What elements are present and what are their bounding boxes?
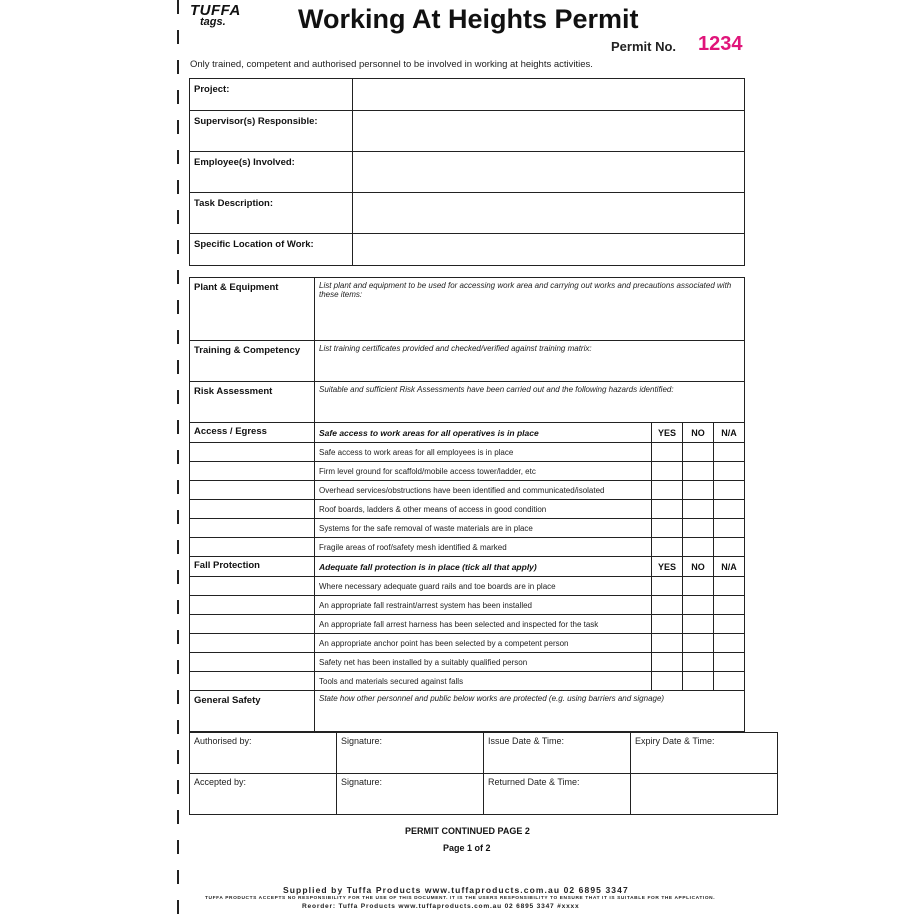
authorised-signature-field[interactable] [337, 733, 484, 774]
accepted-signature-field[interactable] [337, 774, 484, 815]
location-field[interactable] [353, 234, 745, 266]
access-yes-header: YES [651, 423, 682, 443]
access-spacer [190, 538, 315, 557]
fall-na-checkbox[interactable] [713, 672, 744, 691]
risk-field[interactable] [315, 382, 745, 423]
access-no-checkbox[interactable] [682, 462, 713, 481]
accepted-by-label: Accepted by: [194, 777, 247, 787]
fall-na-checkbox[interactable] [713, 596, 744, 615]
fall-na-checkbox[interactable] [713, 615, 744, 634]
perforation-line [177, 0, 179, 917]
signature-label: Signature: [341, 777, 383, 787]
access-spacer [190, 462, 315, 481]
fall-spacer [190, 634, 315, 653]
fall-item: An appropriate fall arrest harness has been selected and inspected for the task [315, 615, 652, 634]
fall-no-checkbox[interactable] [682, 672, 713, 691]
signature-label: Signature: [341, 736, 383, 746]
fall-item: Safety net has been installed by a suitably qualified person [315, 653, 652, 672]
expiry-date-label: Expiry Date & Time: [635, 736, 715, 746]
fall-item: An appropriate fall restraint/arrest system has been installed [315, 596, 652, 615]
returned-date-field[interactable] [484, 774, 631, 815]
fall-yes-checkbox[interactable] [651, 653, 682, 672]
supervisor-label: Supervisor(s) Responsible: [190, 111, 353, 152]
fall-spacer [190, 615, 315, 634]
access-na-checkbox[interactable] [713, 519, 744, 538]
access-no-checkbox[interactable] [682, 481, 713, 500]
fall-no-checkbox[interactable] [682, 634, 713, 653]
access-spacer [190, 500, 315, 519]
fall-na-checkbox[interactable] [713, 577, 744, 596]
access-no-checkbox[interactable] [682, 443, 713, 462]
fall-yes-checkbox[interactable] [651, 615, 682, 634]
access-na-checkbox[interactable] [713, 500, 744, 519]
project-field[interactable] [353, 79, 745, 111]
access-spacer [190, 519, 315, 538]
access-na-checkbox[interactable] [713, 481, 744, 500]
fall-heading: Adequate fall protection is in place (tick all that apply) [315, 557, 652, 577]
fall-yes-checkbox[interactable] [651, 577, 682, 596]
access-heading: Safe access to work areas for all operatives is in place [315, 423, 652, 443]
risk-label: Risk Assessment [190, 382, 315, 423]
general-safety-label: General Safety [190, 691, 315, 732]
risk-desc: Suitable and sufficient Risk Assessments have been carried out and the following hazards identified: [319, 385, 674, 394]
access-yes-checkbox[interactable] [651, 519, 682, 538]
access-na-header: N/A [713, 423, 744, 443]
access-item: Safe access to work areas for all employees is in place [315, 443, 652, 462]
plant-label: Plant & Equipment [190, 278, 315, 341]
permit-number-label: Permit No. [611, 39, 677, 54]
training-label: Training & Competency [190, 341, 315, 382]
access-yes-checkbox[interactable] [651, 462, 682, 481]
general-safety-desc: State how other personnel and public below works are protected (e.g. using barriers and signage) [319, 694, 665, 703]
fall-yes-checkbox[interactable] [651, 596, 682, 615]
issue-date-field[interactable] [484, 733, 631, 774]
expiry-date-field[interactable] [631, 733, 778, 774]
location-label: Specific Location of Work: [190, 234, 353, 266]
plant-field[interactable] [315, 278, 745, 341]
access-no-checkbox[interactable] [682, 500, 713, 519]
access-na-checkbox[interactable] [713, 443, 744, 462]
access-yes-checkbox[interactable] [651, 481, 682, 500]
fall-yes-checkbox[interactable] [651, 672, 682, 691]
authorised-by-field[interactable] [190, 733, 337, 774]
fall-no-header: NO [682, 557, 713, 577]
access-item: Overhead services/obstructions have been identified and communicated/isolated [315, 481, 652, 500]
fall-no-checkbox[interactable] [682, 615, 713, 634]
fall-item: Where necessary adequate guard rails and toe boards are in place [315, 577, 652, 596]
reorder-line: Reorder: Tuffa Products www.tuffaproducts.com.au 02 6895 3347 #xxxx [302, 903, 580, 910]
fall-no-checkbox[interactable] [682, 653, 713, 672]
fall-spacer [190, 596, 315, 615]
access-na-checkbox[interactable] [713, 462, 744, 481]
disclaimer-line: TUFFA PRODUCTS ACCEPTS NO RESPONSIBILITY FOR THE USE OF THIS DOCUMENT. IT IS THE USERS RESPONSIBILITY TO ENSURE THAT IT IS SUITABLE FOR THE APPLICATION. [205, 896, 716, 901]
fall-label: Fall Protection [190, 557, 315, 577]
page-title: Working At Heights Permit [298, 4, 639, 34]
supervisor-field[interactable] [353, 111, 745, 152]
signoff-table [189, 732, 778, 815]
training-field[interactable] [315, 341, 745, 382]
access-label: Access / Egress [190, 423, 315, 443]
access-spacer [190, 481, 315, 500]
fall-spacer [190, 653, 315, 672]
logo-tagline: tags. [200, 16, 226, 28]
details-table [189, 78, 745, 266]
blank-field[interactable] [631, 774, 778, 815]
access-no-checkbox[interactable] [682, 519, 713, 538]
access-spacer [190, 443, 315, 462]
access-item: Fragile areas of roof/safety mesh identified & marked [315, 538, 652, 557]
fall-item: Tools and materials secured against falls [315, 672, 652, 691]
task-description-label: Task Description: [190, 193, 353, 234]
plant-desc: List plant and equipment to be used for accessing work area and carrying out works and precautions associated with these items: [319, 281, 732, 299]
access-na-checkbox[interactable] [713, 538, 744, 557]
general-safety-field[interactable] [315, 691, 745, 732]
access-item: Systems for the safe removal of waste materials are in place [315, 519, 652, 538]
fall-no-checkbox[interactable] [682, 596, 713, 615]
access-yes-checkbox[interactable] [651, 443, 682, 462]
issue-date-label: Issue Date & Time: [488, 736, 565, 746]
page-number: Page 1 of 2 [443, 843, 491, 853]
fall-no-checkbox[interactable] [682, 577, 713, 596]
fall-spacer [190, 577, 315, 596]
access-yes-checkbox[interactable] [651, 538, 682, 557]
employees-label: Employee(s) Involved: [190, 152, 353, 193]
fall-item: An appropriate anchor point has been selected by a competent person [315, 634, 652, 653]
access-item: Firm level ground for scaffold/mobile access tower/ladder, etc [315, 462, 652, 481]
supplier-line: Supplied by Tuffa Products www.tuffaproducts.com.au 02 6895 3347 [283, 885, 629, 895]
logo-brand: TUFFA [190, 2, 241, 19]
fall-spacer [190, 672, 315, 691]
permit-number: 1234 [698, 33, 743, 55]
training-desc: List training certificates provided and checked/verified against training matrix: [319, 344, 592, 353]
fall-na-header: N/A [713, 557, 744, 577]
continued-text: PERMIT CONTINUED PAGE 2 [405, 826, 530, 836]
authorised-by-label: Authorised by: [194, 736, 252, 746]
fall-yes-header: YES [651, 557, 682, 577]
access-item: Roof boards, ladders & other means of access in good condition [315, 500, 652, 519]
fall-na-checkbox[interactable] [713, 653, 744, 672]
tuffa-logo [190, 4, 242, 28]
checklist-table [189, 277, 745, 732]
project-label: Project: [190, 79, 353, 111]
task-description-field[interactable] [353, 193, 745, 234]
returned-date-label: Returned Date & Time: [488, 777, 580, 787]
accepted-by-field[interactable] [190, 774, 337, 815]
fall-yes-checkbox[interactable] [651, 634, 682, 653]
intro-text: Only trained, competent and authorised personnel to be involved in working at heights activities. [190, 59, 593, 70]
access-no-checkbox[interactable] [682, 538, 713, 557]
fall-na-checkbox[interactable] [713, 634, 744, 653]
employees-field[interactable] [353, 152, 745, 193]
access-yes-checkbox[interactable] [651, 500, 682, 519]
access-no-header: NO [682, 423, 713, 443]
